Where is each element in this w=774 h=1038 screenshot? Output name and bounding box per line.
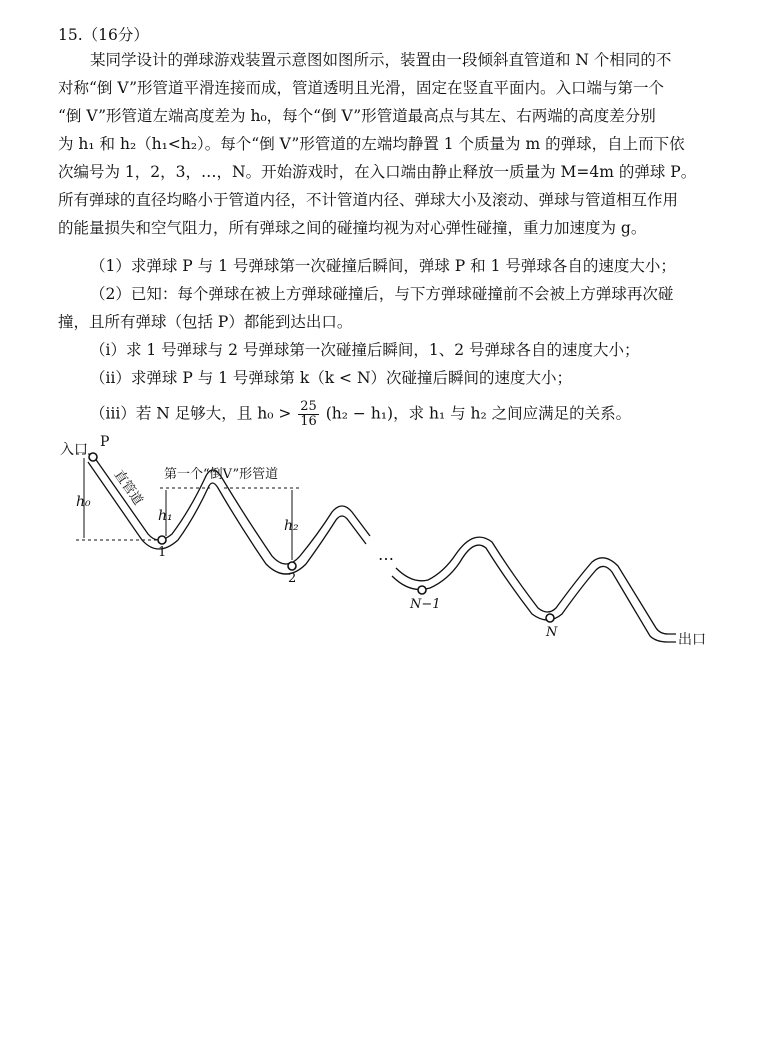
h1-label: h₁ bbox=[158, 508, 173, 524]
pipe-segment-lower bbox=[392, 545, 676, 642]
pipe-diagram bbox=[0, 430, 774, 670]
fraction-denominator: 16 bbox=[300, 414, 317, 429]
intro-line: 某同学设计的弹球游戏装置示意图如图所示，装置由一段倾斜直管道和 N 个相同的不 bbox=[90, 51, 672, 69]
straight-pipe-label: 直管道 bbox=[110, 467, 146, 509]
question-intro bbox=[58, 50, 718, 239]
intro-line: “倒 V”形管道左端高度差为 h₀，每个“倒 V”形管道最高点与其左、右两端的高度差分别 bbox=[58, 107, 656, 125]
ellipsis: … bbox=[378, 545, 394, 564]
part-1-text: （1）求弹球 P 与 1 号弹球第一次碰撞后瞬间，弹球 P 和 1 号弹球各自的速度大小； bbox=[90, 257, 676, 275]
part-2-line: （2）已知：每个弹球在被上方弹球碰撞后，与下方弹球碰撞前不会被上方弹球再次碰 bbox=[90, 285, 674, 303]
ball-n-minus-1 bbox=[418, 586, 426, 594]
intro-line: 次编号为 1，2，3，…，N。开始游戏时，在入口端由静止释放一质量为 M=4m 的弹球 P。 bbox=[58, 163, 697, 181]
sub-question-i bbox=[58, 340, 718, 361]
part-2 bbox=[58, 284, 718, 333]
sub-question-iii bbox=[58, 400, 718, 429]
ball-n-minus-1-label: N−1 bbox=[410, 597, 441, 612]
part-1 bbox=[58, 256, 718, 277]
ball-2-label: 2 bbox=[288, 571, 297, 586]
ball-1-label: 1 bbox=[158, 545, 167, 560]
intro-line: 对称“倒 V”形管道平滑连接而成，管道透明且光滑，固定在竖直平面内。入口端与第一个 bbox=[58, 79, 665, 97]
pipe-segment-lower-inner bbox=[396, 537, 676, 634]
first-v-label: 第一个“倒V”形管道 bbox=[164, 467, 279, 482]
intro-line: 的能量损失和空气阻力，所有弹球之间的碰撞均视为对心弹性碰撞，重力加速度为 g。 bbox=[58, 219, 647, 237]
sub-iii-text bbox=[58, 400, 718, 429]
question-number: 15.（16分） bbox=[58, 26, 149, 44]
sub-i-text: （ⅰ）求 1 号弹球与 2 号弹球第一次碰撞后瞬间，1、2 号弹球各自的速度大小； bbox=[90, 341, 640, 359]
ball-2 bbox=[288, 562, 296, 570]
intro-line: 所有弹球的直径均略小于管道内径，不计管道内径、弹球大小及滚动、弹球与管道相互作用 bbox=[58, 191, 679, 209]
entry-label: 入口 bbox=[60, 442, 88, 458]
sub-ii-text: （ⅱ）求弹球 P 与 1 号弹球第 k（k < N）次碰撞后瞬间的速度大小； bbox=[90, 369, 573, 387]
h2-label: h₂ bbox=[284, 518, 299, 534]
sub-iii-prefix: （ⅲ）若 N 足够大，且 h₀ > bbox=[90, 404, 292, 423]
ball-n-label: N bbox=[546, 625, 558, 640]
ball-1 bbox=[158, 536, 166, 544]
intro-line: 为 h₁ 和 h₂（h₁<h₂）。每个“倒 V”形管道的左端均静置 1 个质量为 m 的弹球，自上而下依 bbox=[58, 135, 685, 153]
ball-n bbox=[546, 614, 554, 622]
h0-label: h₀ bbox=[76, 494, 91, 510]
exit-label: 出口 bbox=[678, 632, 706, 648]
ball-p-label: P bbox=[100, 434, 110, 450]
fraction-numerator: 25 bbox=[300, 399, 317, 414]
sub-question-ii bbox=[58, 368, 718, 389]
part-2-line: 撞，且所有弹球（包括 P）都能到达出口。 bbox=[58, 313, 353, 331]
fraction bbox=[298, 400, 319, 429]
sub-iii-suffix: (h₂ − h₁)，求 h₁ 与 h₂ 之间应满足的关系。 bbox=[325, 404, 632, 423]
